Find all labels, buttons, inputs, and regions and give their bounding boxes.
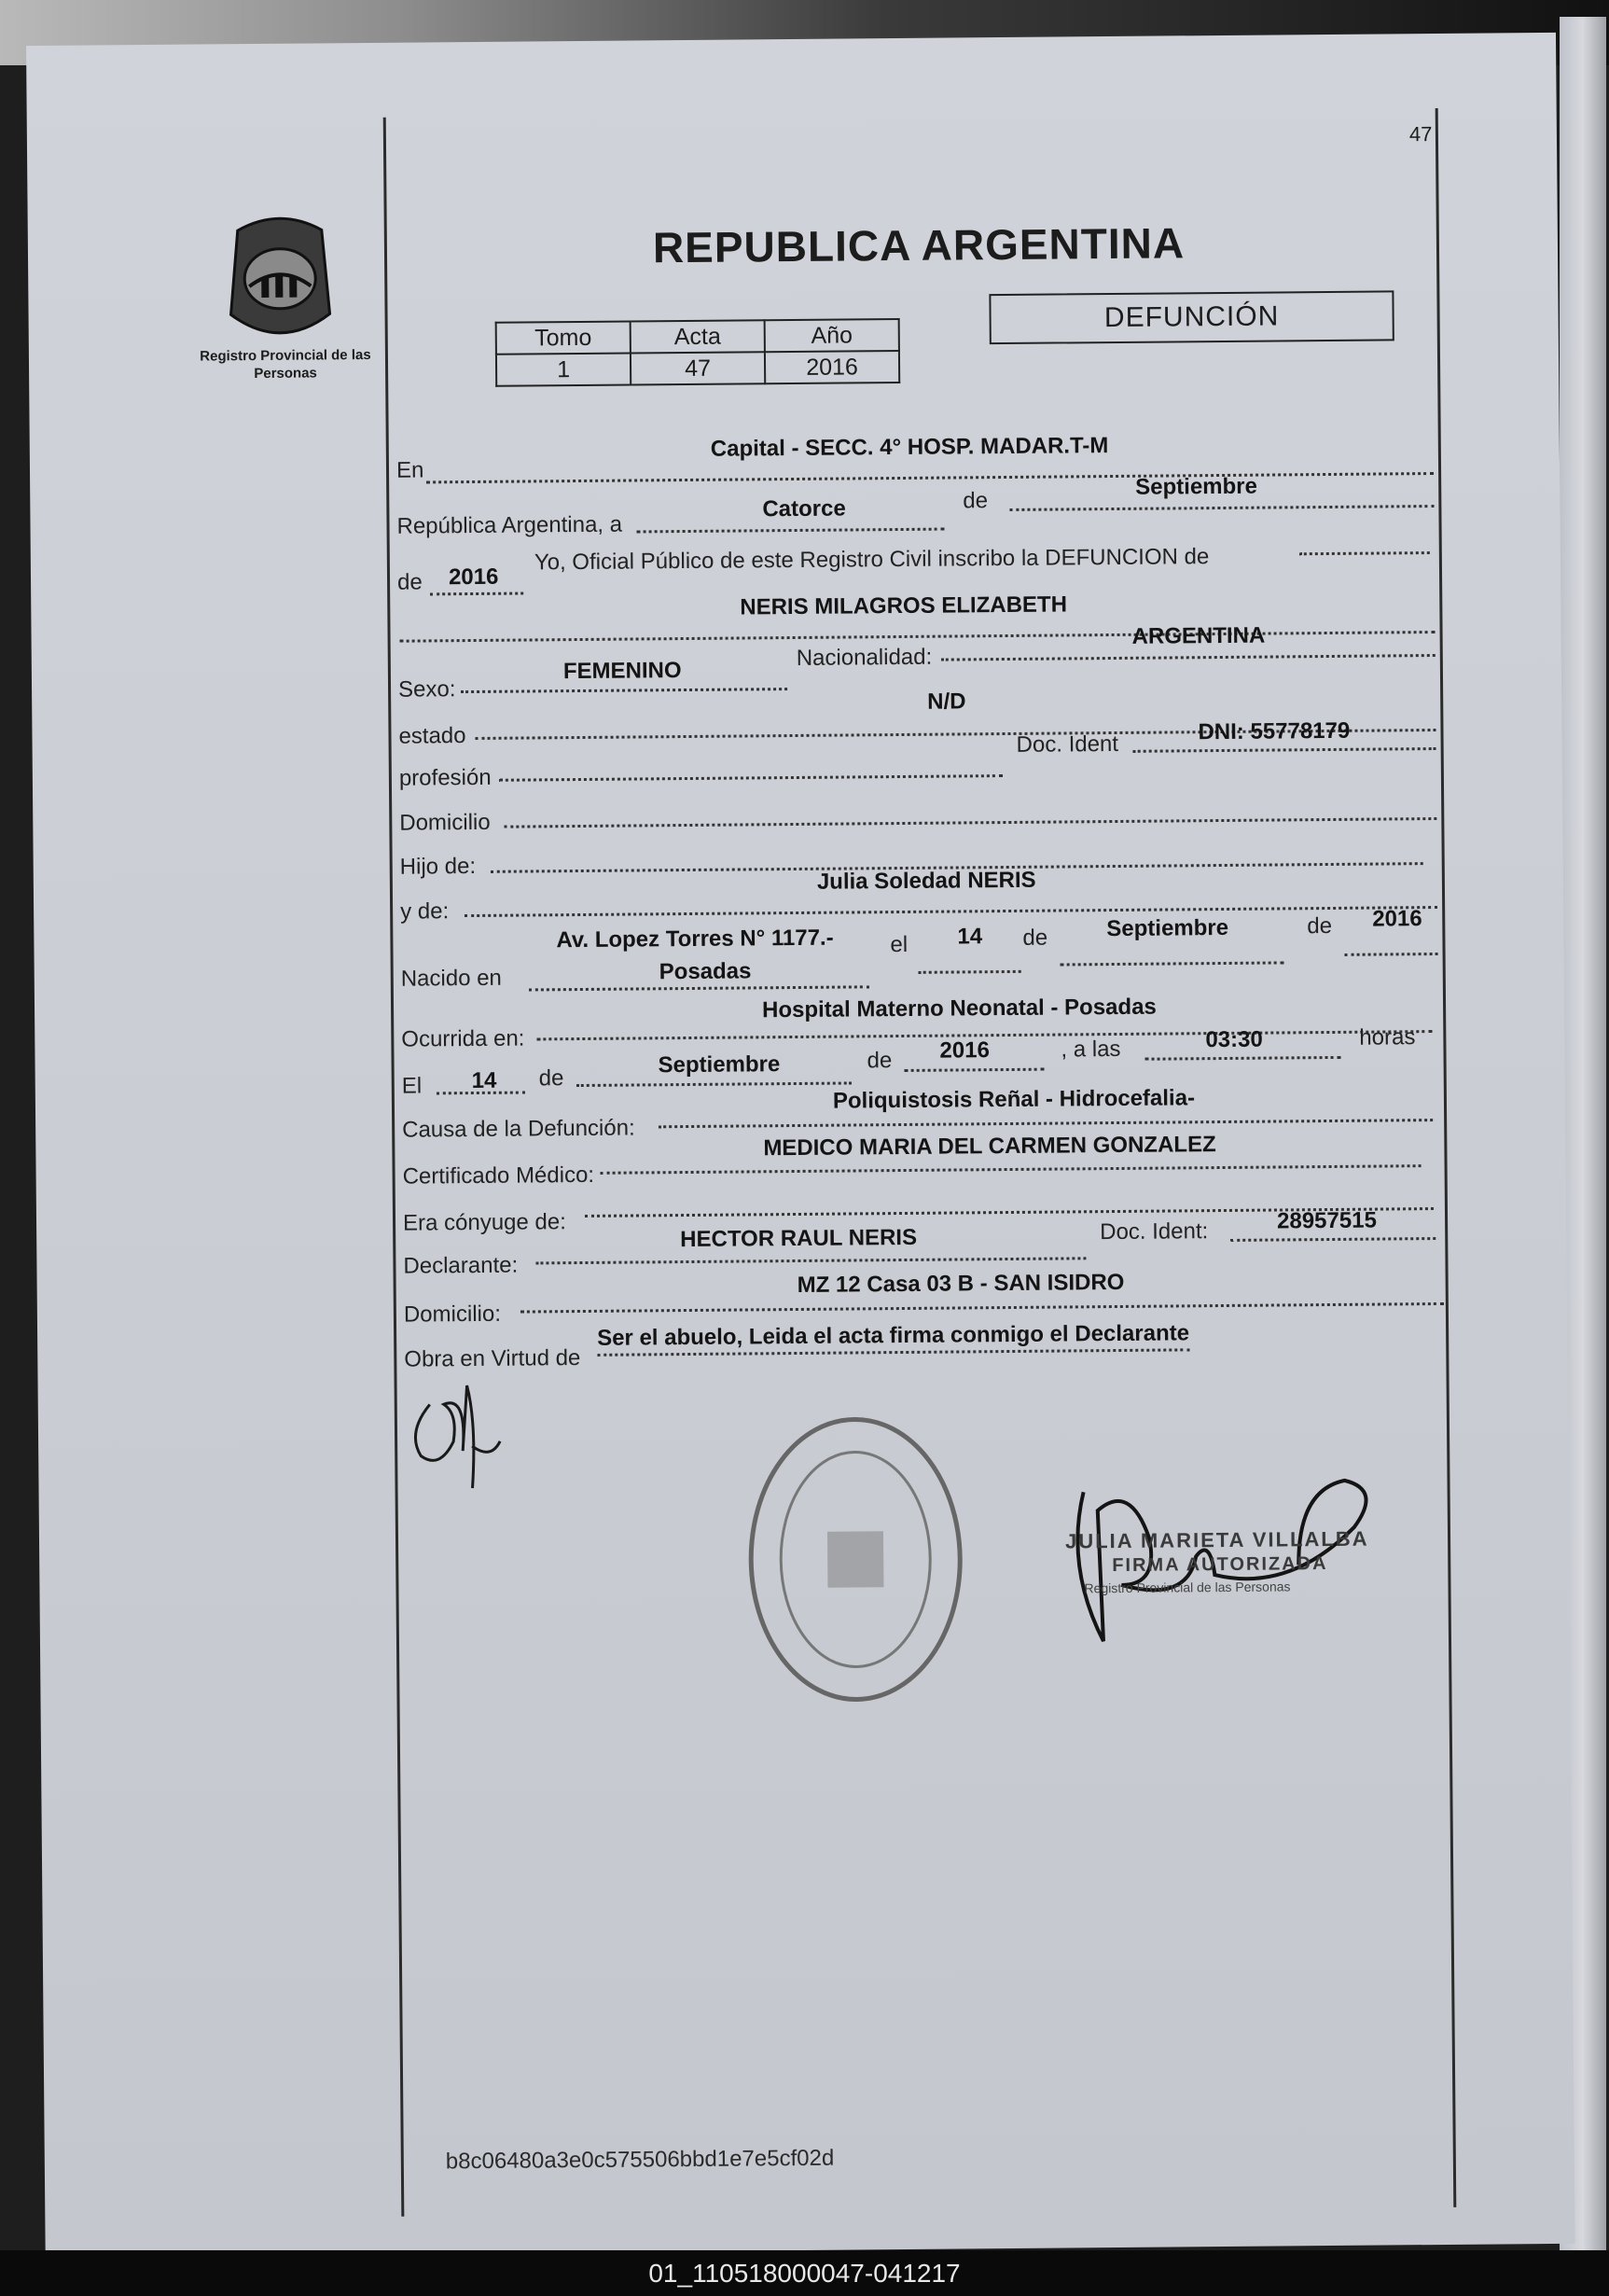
label-declarante: Declarante: [403, 1252, 519, 1279]
value-year: 2016 [448, 564, 499, 591]
label-de-death1: de [538, 1065, 564, 1092]
value-birth-address: Av. Lopez Torres N° 1177.- [556, 925, 834, 953]
label-y-de: y de: [400, 898, 450, 925]
left-margin-line [383, 118, 405, 2217]
register-header-acta: Acta [631, 320, 765, 353]
dotted-line [437, 1092, 525, 1095]
dotted-line [520, 1302, 1444, 1314]
label-a-las: , a las [1061, 1036, 1121, 1063]
label-hijo-de: Hijo de: [399, 853, 477, 880]
value-birth-day: 14 [957, 924, 983, 950]
label-domicilio: Domicilio [399, 809, 491, 836]
page-title: REPUBLICA ARGENTINA [652, 218, 1186, 272]
value-obra: Ser el abuelo, Leida el acta firma conmigo el Declarante [597, 1320, 1189, 1357]
dotted-line [1133, 747, 1436, 753]
register-value-acta: 47 [631, 352, 765, 384]
value-estado: N/D [927, 689, 966, 715]
dotted-line [504, 817, 1436, 828]
value-month: Septiembre [1135, 473, 1258, 500]
value-deceased-name: NERIS MILAGROS ELIZABETH [740, 591, 1068, 620]
right-margin-line [1436, 108, 1457, 2207]
value-birth-city: Posadas [659, 958, 752, 985]
dotted-line [426, 472, 1434, 483]
page-number: 47 [1408, 122, 1433, 146]
label-nacionalidad: Nacionalidad: [796, 644, 933, 671]
label-en: En [395, 457, 424, 483]
official-round-stamp [742, 1409, 969, 1714]
value-lugar: Capital - SECC. 4° HOSP. MADAR.T-M [710, 433, 1109, 462]
dotted-line [1299, 551, 1430, 555]
dotted-line [535, 1257, 1086, 1264]
label-domicilio-declarante: Domicilio: [403, 1301, 502, 1328]
document-hash: b8c06480a3e0c575506bbd1e7e5cf02d [445, 2145, 835, 2175]
dotted-line [905, 1068, 1045, 1072]
stamp-role: FIRMA AUTORIZADA [1112, 1553, 1328, 1577]
value-declarante: HECTOR RAUL NERIS [680, 1224, 918, 1253]
dotted-line [601, 1164, 1422, 1175]
value-doc-ident-declarante: 28957515 [1276, 1207, 1377, 1234]
label-doc-ident: Doc. Ident [1016, 731, 1119, 758]
dotted-line [919, 970, 1021, 974]
label-republica: República Argentina, a [396, 511, 623, 539]
dotted-line [465, 906, 1437, 917]
file-footer: 01_110518000047-041217 [0, 2250, 1609, 2296]
value-domicilio-declarante: MZ 12 Casa 03 B - SAN ISIDRO [797, 1269, 1125, 1298]
province-seal-icon [219, 211, 341, 352]
value-certificado: MEDICO MARIA DEL CARMEN GONZALEZ [763, 1132, 1216, 1162]
value-causa: Poliquistosis Reñal - Hidrocefalia- [832, 1085, 1196, 1114]
dotted-line [576, 1081, 852, 1087]
value-ocurrida-en: Hospital Materno Neonatal - Posadas [761, 994, 1157, 1023]
label-nacido-en: Nacido en [400, 965, 502, 992]
value-birth-year: 2016 [1372, 906, 1422, 932]
round-stamp-icon [742, 1409, 969, 1709]
label-obra: Obra en Virtud de [404, 1345, 581, 1372]
dotted-line [430, 592, 523, 596]
label-causa: Causa de la Defunción: [402, 1115, 635, 1143]
register-value-tomo: 1 [496, 354, 631, 386]
value-sexo: FEMENINO [562, 658, 682, 685]
value-death-day: 14 [471, 1067, 497, 1094]
label-el: el [890, 931, 909, 958]
stamp-org: Registro Provincial de las Personas [1084, 1579, 1291, 1596]
label-certificado: Certificado Médico: [402, 1162, 595, 1190]
label-de-death2: de [867, 1048, 893, 1074]
stamp-name: JULIA MARIETA VILLALBA [1064, 1526, 1369, 1553]
dotted-line [499, 774, 1003, 782]
dotted-line [1345, 953, 1438, 956]
register-table [495, 318, 901, 387]
label-ocurrida-en: Ocurrida en: [401, 1025, 525, 1052]
record-type-box: DEFUNCIÓN [989, 290, 1394, 344]
label-el-death: El [401, 1073, 423, 1099]
value-time: 03:30 [1205, 1026, 1263, 1053]
text-inscribo: Yo, Oficial Público de este Registro Civil inscribo la DEFUNCION de [534, 544, 1210, 576]
label-de-year: de [396, 569, 423, 595]
province-logo [219, 211, 351, 356]
label-conyuge: Era cónyuge de: [402, 1209, 566, 1236]
dotted-line [637, 528, 945, 534]
logo-caption: Registro Provincial de las Personas [200, 346, 371, 383]
dotted-line [1009, 505, 1434, 511]
register-header-anio: Año [765, 319, 899, 352]
label-sexo: Sexo: [397, 676, 456, 703]
dotted-line [400, 631, 1436, 643]
value-death-month: Septiembre [658, 1051, 781, 1078]
label-estado: estado [398, 723, 466, 749]
value-day-words: Catorce [762, 495, 846, 522]
dotted-line [461, 688, 787, 693]
dotted-line [529, 985, 869, 991]
dotted-line [1061, 961, 1284, 966]
register-header-tomo: Tomo [496, 322, 631, 355]
declarant-signature [401, 1367, 514, 1508]
label-de: de [963, 488, 989, 514]
dotted-line [1230, 1237, 1436, 1242]
dotted-line [1145, 1056, 1341, 1061]
label-doc-ident-declarante: Doc. Ident: [1100, 1218, 1209, 1245]
value-doc-ident: DNI: 55778179 [1198, 717, 1351, 745]
label-profesion: profesión [398, 764, 492, 791]
label-horas: horas [1359, 1024, 1416, 1051]
value-nacionalidad: ARGENTINA [1131, 622, 1266, 649]
dotted-line [941, 654, 1436, 661]
register-value-anio: 2016 [765, 351, 899, 383]
value-death-year: 2016 [939, 1037, 990, 1064]
value-mother: Julia Soledad NERIS [816, 867, 1036, 895]
label-de-birth2: de [1307, 912, 1333, 939]
label-de-birth1: de [1022, 925, 1048, 951]
value-birth-month: Septiembre [1106, 914, 1229, 942]
dotted-line [659, 1119, 1433, 1128]
death-certificate-page [26, 33, 1575, 2257]
